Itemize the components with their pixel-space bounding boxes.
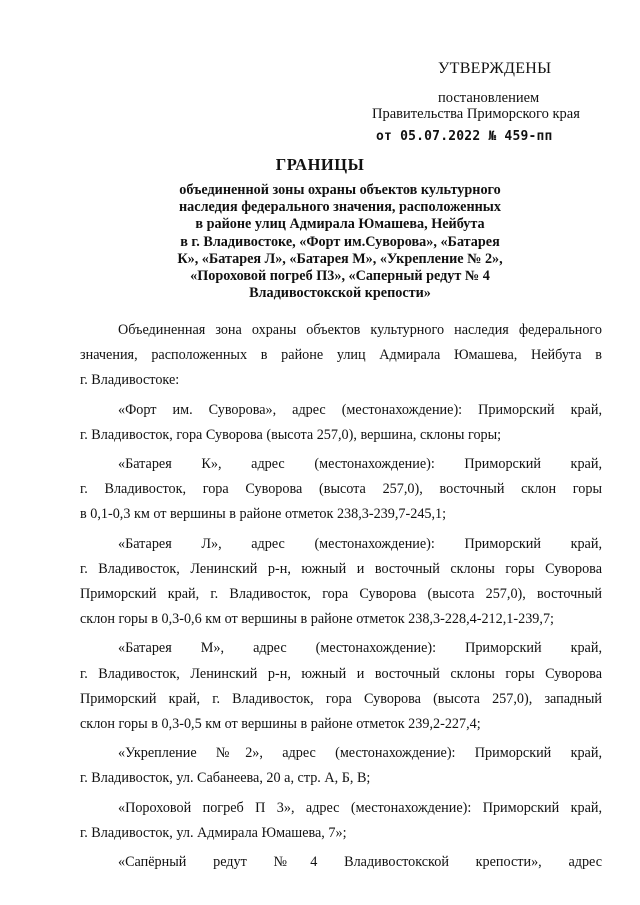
paragraph-line: «Сапёрный редут №4 Владивостокской крепости», адрес [118, 854, 602, 871]
paragraph-line: г. Владивосток, Ленинский р-н, южный и восточный склоны горы Суворова [80, 560, 602, 577]
body-paragraph [80, 796, 602, 846]
approval-line-resolution: постановлением [438, 90, 540, 106]
paragraph-line: «Форт им. Суворова», адрес (местонахождение): Приморский край, [118, 401, 602, 418]
subheading-line: наследия федерального значения, расположенных [179, 199, 501, 216]
body-paragraph [80, 452, 602, 528]
document-subheading [150, 182, 530, 302]
paragraph-line: г. Владивосток, ул. Сабанеева, 20 а, стр. А, Б, В; [80, 770, 371, 787]
subheading-line: в районе улиц Адмирала Юмашева, Нейбута [195, 216, 485, 233]
paragraph-line: значения, расположенных в районе улиц Адмирала Юмашева, Нейбута в [80, 347, 602, 364]
paragraph-line: г. Владивосток, Ленинский р-н, южный и восточный склоны горы Суворова [80, 665, 602, 682]
body-paragraph [80, 636, 602, 737]
subheading-line: объединенной зоны охраны объектов культурного [179, 182, 501, 198]
paragraph-line: г. Владивостоке: [80, 372, 180, 389]
paragraph-line: Приморский край, г. Владивосток, гора Суворова (высота 257,0), западный [80, 690, 602, 707]
paragraph-line: г. Владивосток, гора Суворова (высота 257,0), вершина, склоны горы; [80, 426, 502, 443]
subheading-line: «Пороховой погреб П3», «Саперный редут № 4 [190, 268, 490, 285]
paragraph-line: Приморский край, г. Владивосток, гора Суворова (высота 257,0), восточный [80, 586, 602, 603]
paragraph-line: г. Владивосток, гора Суворова (высота 257,0), восточный склон горы [80, 481, 602, 498]
paragraph-line: «Укрепление №2», адрес (местонахождение): Приморский край, [118, 745, 602, 762]
approval-title: УТВЕРЖДЕНЫ [438, 60, 552, 77]
body-paragraph [80, 850, 602, 875]
subheading-line: в г. Владивостоке, «Форт им.Суворова», «Батарея [180, 233, 500, 250]
paragraph-line: «Батарея М», адрес (местонахождение): Приморский край, [118, 640, 602, 657]
paragraph-line: в 0,1-0,3 км от вершины в районе отметок 238,3-239,7-245,1; [80, 506, 447, 523]
paragraph-line: «Пороховой погреб П 3», адрес (местонахождение): Приморский край, [118, 799, 602, 816]
document-heading: ГРАНИЦЫ [275, 155, 365, 174]
approval-block [0, 60, 640, 160]
approval-line-government: Правительства Приморского края [372, 106, 580, 122]
paragraph-line: «Батарея Л», адрес (местонахождение): Приморский край, [118, 535, 602, 552]
approval-date-number: от 05.07.2022 № 459-пп [376, 129, 553, 144]
body-paragraph [80, 532, 602, 633]
paragraph-line: склон горы в 0,3-0,6 км от вершины в районе отметок 238,3-228,4-212,1-239,7; [80, 611, 554, 628]
subheading-line: Владивостокской крепости» [249, 285, 431, 302]
paragraph-line: Объединенная зона охраны объектов культурного наследия федерального [118, 322, 602, 338]
paragraph-line: г. Владивосток, ул. Адмирала Юмашева, 7»; [80, 824, 347, 841]
document-body [80, 318, 602, 879]
body-paragraph [80, 398, 602, 448]
body-paragraph [80, 741, 602, 791]
paragraph-line: «Батарея К», адрес (местонахождение): Приморский край, [118, 456, 602, 473]
subheading-line: К», «Батарея Л», «Батарея М», «Укрепление № 2», [177, 250, 503, 267]
body-paragraph [80, 318, 602, 394]
paragraph-line: склон горы в 0,3-0,5 км от вершины в районе отметок 239,2-227,4; [80, 716, 481, 733]
